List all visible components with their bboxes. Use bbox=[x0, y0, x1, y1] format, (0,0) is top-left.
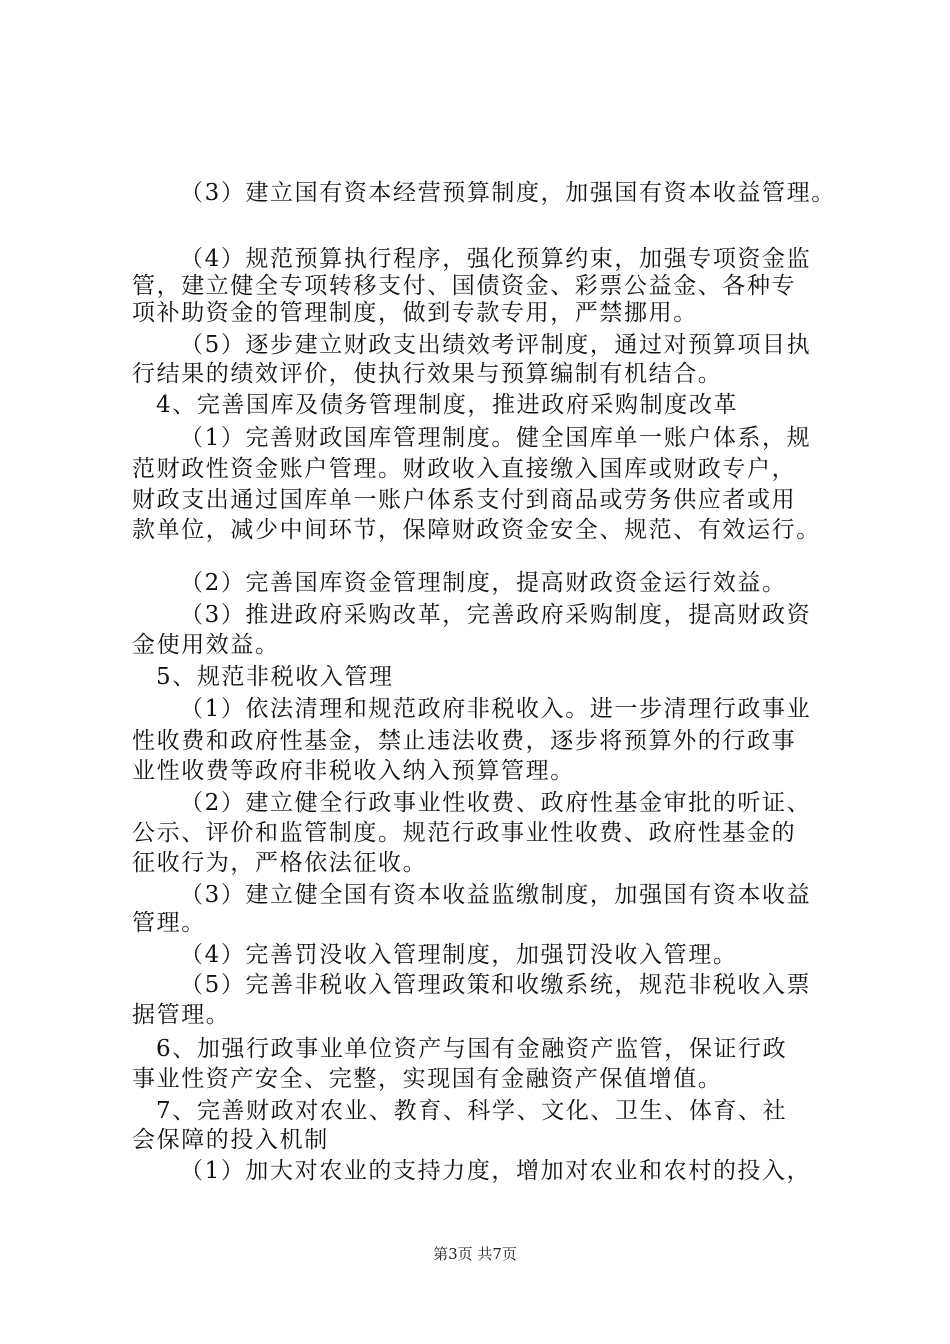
text-line: （4）完善罚没收入管理制度，加强罚没收入管理。 bbox=[180, 942, 738, 968]
text-line: 项补助资金的管理制度，做到专款专用，严禁挪用。 bbox=[132, 300, 698, 326]
text-line: 据管理。 bbox=[132, 1002, 231, 1028]
text-line: （2）建立健全行政事业性收费、政府性基金审批的听证、 bbox=[180, 790, 812, 816]
text-line: （2）完善国库资金管理制度，提高财政资金运行效益。 bbox=[180, 570, 787, 596]
text-line: 行结果的绩效评价，使执行效果与预算编制有机结合。 bbox=[132, 361, 723, 387]
text-line: （5）完善非税收入管理政策和收缴系统，规范非税收入票 bbox=[180, 972, 812, 998]
page-footer: 第3页 共7页 bbox=[433, 1245, 517, 1263]
text-line: 财政支出通过国库单一账户体系支付到商品或劳务供应者或用 bbox=[132, 487, 797, 513]
text-line: 管理。 bbox=[132, 910, 206, 936]
text-line: （3）建立健全国有资本收益监缴制度，加强国有资本收益 bbox=[180, 882, 812, 908]
text-line: （5）逐步建立财政支出绩效考评制度，通过对预算项目执 bbox=[180, 332, 812, 358]
text-line: 会保障的投入机制 bbox=[132, 1127, 329, 1153]
text-line: 范财政性资金账户管理。财政收入直接缴入国库或财政专户， bbox=[132, 456, 797, 482]
text-line: 事业性资产安全、完整，实现国有金融资产保值增值。 bbox=[132, 1066, 723, 1092]
text-line: 金使用效益。 bbox=[132, 632, 280, 658]
section-heading: 7、完善财政对农业、教育、科学、文化、卫生、体育、社 bbox=[156, 1098, 788, 1124]
section-heading: 4、完善国库及债务管理制度，推进政府采购制度改革 bbox=[156, 392, 739, 418]
text-line: （3）建立国有资本经营预算制度，加强国有资本收益管理。 bbox=[180, 180, 836, 206]
text-line: 管，建立健全专项转移支付、国债资金、彩票公益金、各种专 bbox=[132, 273, 797, 299]
text-line: 业性收费等政府非税收入纳入预算管理。 bbox=[132, 758, 575, 784]
text-line: （1）完善财政国库管理制度。健全国库单一账户体系，规 bbox=[180, 425, 812, 451]
text-line: 性收费和政府性基金，禁止违法收费，逐步将预算外的行政事 bbox=[132, 728, 797, 754]
section-heading: 5、规范非税收入管理 bbox=[156, 664, 394, 690]
text-line: （1）加大对农业的支持力度，增加对农业和农村的投入， bbox=[180, 1158, 812, 1184]
section-heading: 6、加强行政事业单位资产与国有金融资产监管，保证行政 bbox=[156, 1036, 788, 1062]
text-line: （4）规范预算执行程序，强化预算约束，加强专项资金监 bbox=[180, 246, 812, 272]
text-line: （1）依法清理和规范政府非税收入。进一步清理行政事业 bbox=[180, 696, 812, 722]
text-line: 征收行为，严格依法征收。 bbox=[132, 850, 428, 876]
text-line: 公示、评价和监管制度。规范行政事业性收费、政府性基金的 bbox=[132, 820, 797, 846]
text-line: 款单位，减少中间环节，保障财政资金安全、规范、有效运行。 bbox=[132, 517, 821, 543]
text-line: （3）推进政府采购改革，完善政府采购制度，提高财政资 bbox=[180, 602, 812, 628]
